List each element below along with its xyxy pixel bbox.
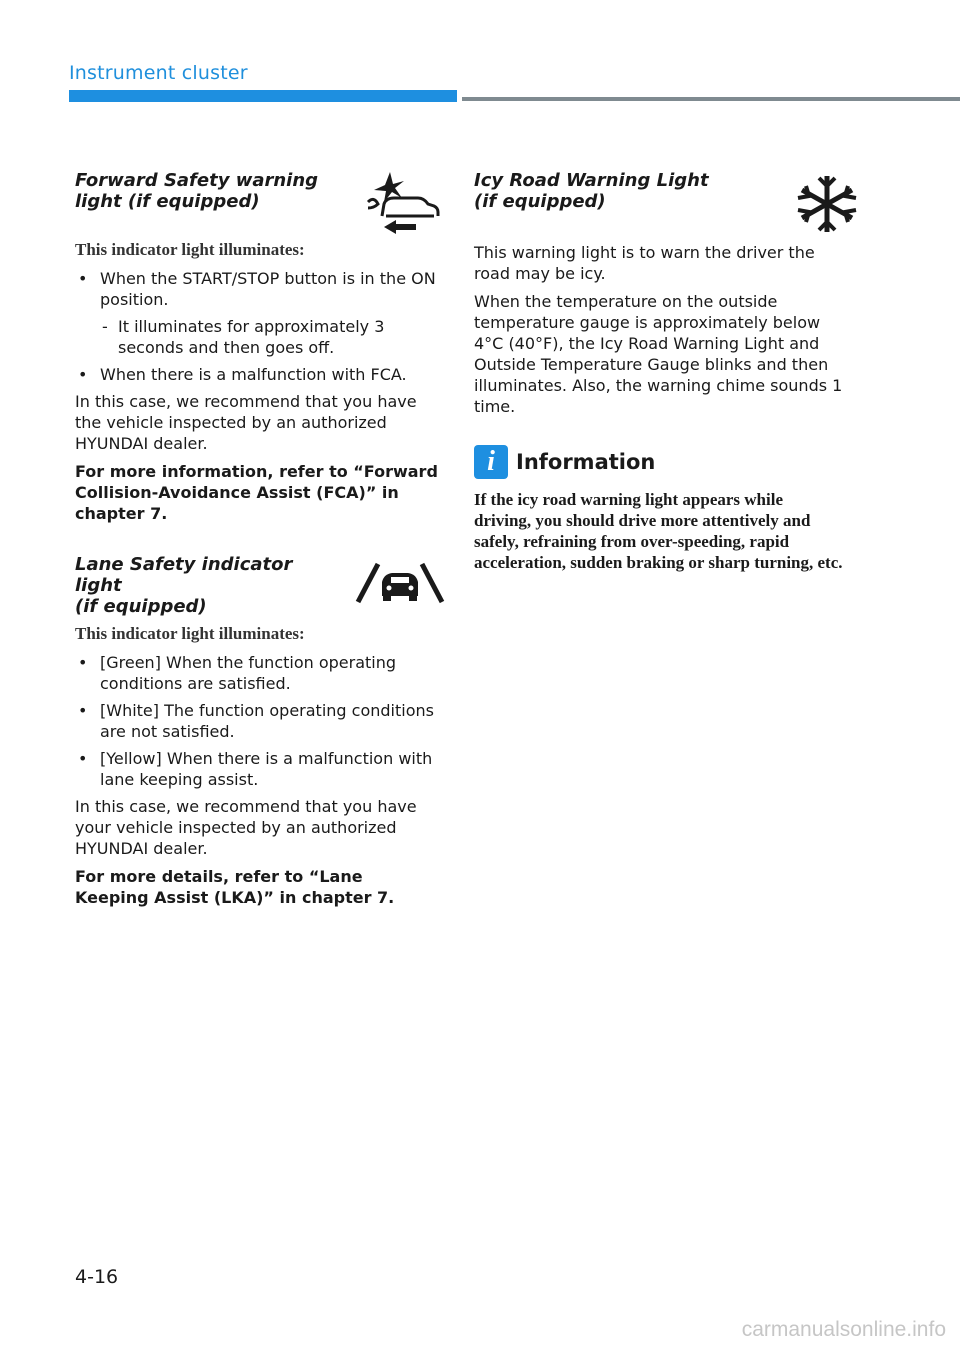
forward-safety-reference: For more information, refer to “Forward Collision-Avoidance Assist (FCA)” in chapter 7. (75, 462, 438, 523)
lane-safety-reference: For more details, refer to “Lane Keeping Assist (LKA)” in chapter 7. (75, 867, 395, 907)
list-item: • When there is a malfunction with FCA. (75, 364, 440, 385)
lane-safety-heading (75, 554, 440, 617)
lane-safety-list (75, 652, 440, 790)
header-section-title: Instrument cluster (69, 62, 248, 84)
icy-road-section (474, 170, 844, 417)
forward-safety-paragraph: In this case, we recommend that you have the vehicle inspected by an authorized HYUNDAI dealer. (75, 392, 417, 453)
list-item: • When the START/STOP button is in the ON position. (75, 268, 440, 310)
forward-safety-heading (75, 170, 440, 230)
header-accent-bar (69, 90, 457, 102)
lane-safety-title: Lane Safety indicator light (if equipped) (75, 554, 293, 617)
icy-road-title: Icy Road Warning Light (if equipped) (474, 170, 709, 212)
list-item: • [Yellow] When there is a malfunction with lane keeping assist. (75, 748, 440, 790)
lane-safety-paragraph: In this case, we recommend that you have your vehicle inspected by an authorized HYUNDAI dealer. (75, 797, 417, 858)
forward-safety-warning-icon (362, 170, 442, 236)
sub-list-item: - It illuminates for approximately 3 seconds and then goes off. (102, 317, 385, 357)
icy-road-paragraph-2: When the temperature on the outside temperature gauge is approximately below 4°C (40°F), the Icy Road Warning Light and Outside Temperature Gauge blinks and then illuminates. Also, the warning chime sounds 1 time. (474, 292, 843, 416)
information-icon: i (474, 445, 508, 479)
lane-safety-section (75, 554, 440, 908)
right-column (474, 170, 844, 573)
list-item: • [Green] When the function operating conditions are satisfied. (75, 652, 440, 694)
forward-safety-list (75, 268, 440, 310)
icy-road-paragraph-1: This warning light is to warn the driver the road may be icy. (474, 243, 815, 283)
information-box (474, 445, 844, 573)
snowflake-icon (794, 174, 860, 234)
forward-safety-lead: This indicator light illuminates: (75, 240, 305, 259)
forward-safety-list-2 (75, 364, 440, 385)
forward-safety-title: Forward Safety warning light (if equipped) (75, 170, 319, 212)
information-heading (474, 445, 844, 479)
page-number: 4-16 (75, 1266, 119, 1288)
information-label: Information (516, 450, 656, 474)
information-text: If the icy road warning light appears while driving, you should drive more attentively and safely, refraining from over-speeding, rapid acceleration, sudden braking or sharp turning, etc. (474, 490, 843, 572)
header-rule (462, 97, 960, 101)
lane-safety-indicator-icon (354, 560, 446, 604)
list-item: • [White] The function operating conditions are not satisfied. (75, 700, 440, 742)
watermark: carmanualsonline.info (741, 1318, 946, 1341)
lane-safety-lead: This indicator light illuminates: (75, 624, 305, 643)
forward-safety-section (75, 170, 440, 524)
icy-road-heading (474, 170, 844, 242)
left-column (75, 170, 440, 915)
